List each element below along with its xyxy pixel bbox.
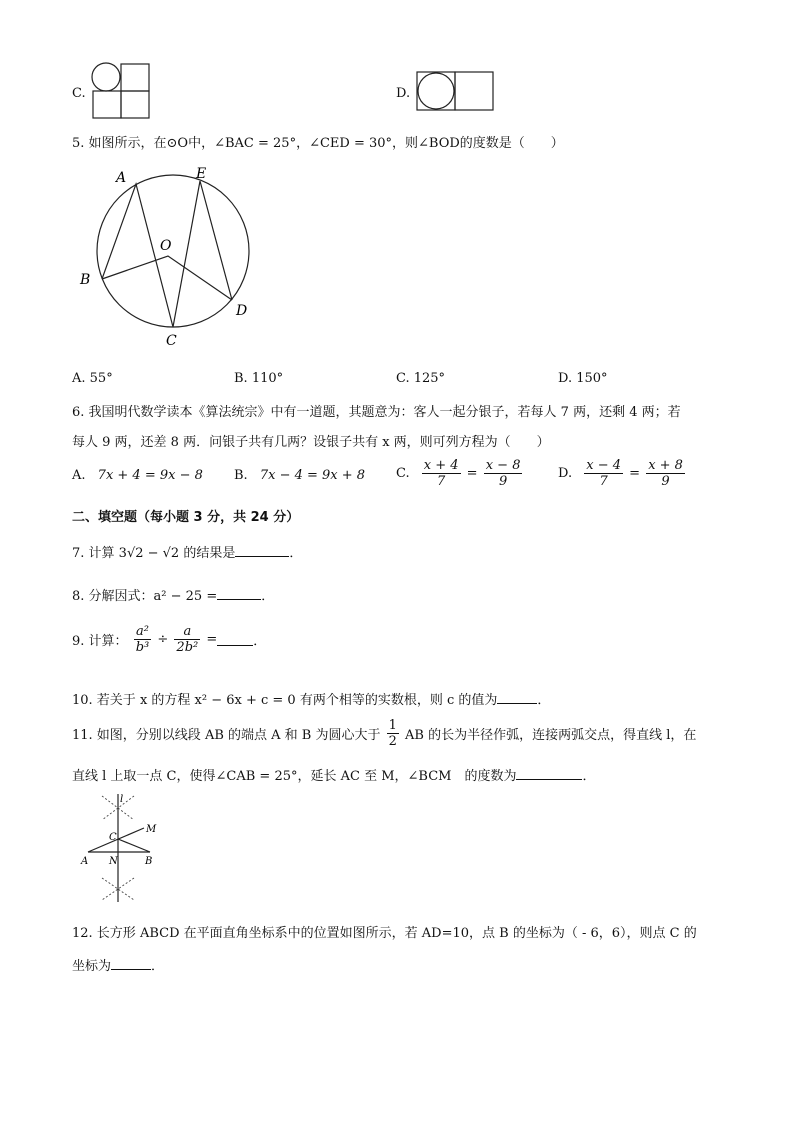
- q11-label-c: C: [109, 832, 117, 843]
- q11-line1: [72, 718, 696, 749]
- q4-option-c-figure: [90, 62, 152, 120]
- q11-half-fraction: [387, 718, 399, 749]
- q10: 10. 若关于 x 的方程 x² − 6x + c = 0 有两个相等的实数根，则 c 的值为 ．: [72, 693, 551, 708]
- q9: 9. 计算： $\frac{\text{a²}}{\text{b³}}$ ÷ $\frac{a}{\text{2b²}}$ = ．: [72, 624, 267, 655]
- q9-prefix: 9. 计算：: [72, 634, 128, 649]
- q11-half-num: 1: [388, 718, 397, 733]
- q10-answer-blank[interactable]: [497, 691, 537, 704]
- q9-fraction-1-den: b³: [135, 640, 150, 655]
- q6-option-c-right-den: 9: [498, 474, 508, 489]
- q5-label-c: C: [166, 333, 177, 349]
- q6-question-line1: 6. 我国明代数学读本《算法统宗》中有一道题，其题意为：客人一起分银子，若每人 7 两，还剩 4 两；若: [72, 405, 681, 420]
- q6-option-c-left-fraction: [422, 458, 461, 489]
- q6-option-d-left-den: 7: [599, 474, 608, 489]
- q12-line1: 12. 长方形 ABCD 在平面直角坐标系中的位置如图所示，若 AD=10，点 B 的坐标为（ - 6，6），则点 C 的: [72, 926, 697, 941]
- q11-line2-text: 直线 l 上取一点 C，使得∠CAB = 25°，延长 AC 至 M，∠BCM 的度数为: [72, 769, 517, 784]
- q5-label-e: E: [196, 166, 207, 182]
- q7: 7. 计算 3√2 − √2 的结果是 ．: [72, 546, 303, 561]
- q9-fraction-1: [134, 624, 152, 655]
- q11-answer-blank[interactable]: [516, 767, 582, 780]
- q4-option-d-label: D.: [396, 86, 411, 101]
- q4-option-d-figure: [415, 70, 497, 112]
- q11-half-den: 2: [388, 734, 397, 749]
- q9-answer-blank[interactable]: [217, 633, 253, 646]
- q6-option-c-left-num: x + 4: [423, 458, 459, 473]
- q5-option-b: B. 110°: [234, 371, 284, 386]
- q6-option-d-label: D.: [558, 466, 573, 481]
- q7-answer-blank[interactable]: [235, 544, 289, 557]
- q11-construction-figure: [72, 790, 182, 906]
- q6-question-line2: 每人 9 两，还差 8 两．问银子共有几两？设银子共有 x 两，则可列方程为（ ）: [72, 435, 550, 450]
- q11-label-m: M: [146, 824, 157, 835]
- q6-option-c-label: C.: [396, 466, 410, 481]
- q6-option-a-equation: 7x + 4 = 9x − 8: [97, 468, 203, 483]
- q9-equals: =: [206, 632, 218, 647]
- q5-label-d: D: [236, 303, 248, 319]
- q6-option-b-equation: 7x − 4 = 9x + 8: [259, 468, 366, 483]
- q9-fraction-2-num: a: [174, 624, 200, 640]
- q9-fraction-2-den: 2b²: [176, 640, 199, 655]
- q9-fraction-1-num: a²: [134, 624, 152, 640]
- q6-option-d-left-num: x − 4: [586, 458, 621, 473]
- q6-option-c-right-num: x − 8: [485, 458, 521, 473]
- q6-option-d-left-fraction: [584, 458, 623, 489]
- q11-line1-b: AB 的长为半径作弧，连接两弧交点，得直线 l，在: [405, 728, 697, 743]
- q6-option-a: [72, 468, 203, 483]
- q6-option-c-right-fraction: [484, 458, 523, 489]
- q11-label-n: N: [109, 856, 118, 867]
- q6-option-a-label: A.: [72, 468, 86, 483]
- q5-option-d: D. 150°: [558, 371, 608, 386]
- q5-label-b: B: [80, 272, 91, 288]
- q8: 8. 分解因式：a² − 25 = ．: [72, 589, 275, 604]
- q8-question: 8. 分解因式：a² − 25 =: [72, 589, 218, 604]
- q12-line2-text: 坐标为: [72, 959, 112, 974]
- q6-option-c: C. $\frac{x + 4}{7}$ = $\frac{x - 8}{9}$: [396, 458, 521, 489]
- q6-option-d-right-num: x + 8: [648, 458, 683, 473]
- q12-answer-blank[interactable]: [111, 957, 151, 970]
- q5-option-a: A. 55°: [72, 371, 113, 386]
- q5-circle-figure: [76, 164, 266, 350]
- q8-answer-blank[interactable]: [217, 587, 261, 600]
- q7-question: 7. 计算 3√2 − √2 的结果是: [72, 546, 236, 561]
- q6-option-d: D. $\frac{x - 4}{7}$ = $\frac{x + 8}{9}$: [558, 458, 683, 489]
- q11-label-b: B: [145, 856, 153, 867]
- q9-fraction-2: [174, 624, 200, 655]
- q5-label-a: A: [116, 170, 127, 186]
- q11-label-l: l: [120, 794, 124, 805]
- q9-operator: ÷: [157, 632, 169, 647]
- q5-question: 5. 如图所示，在⊙O中，∠BAC = 25°，∠CED = 30°，则∠BOD的度数是（ ）: [72, 136, 564, 151]
- q10-question: 10. 若关于 x 的方程 x² − 6x + c = 0 有两个相等的实数根，则 c 的值为: [72, 693, 498, 708]
- q11-line2: 直线 l 上取一点 C，使得∠CAB = 25°，延长 AC 至 M，∠BCM 的度数为 ．: [72, 769, 596, 784]
- section-2-title: 二、填空题（每小题 3 分，共 24 分）: [72, 510, 300, 525]
- q4-option-c-label: C.: [72, 86, 86, 101]
- q5-label-o: O: [160, 238, 172, 254]
- q6-option-b-label: B.: [234, 468, 248, 483]
- q6-option-d-right-den: 9: [661, 474, 670, 489]
- q6-option-c-left-den: 7: [437, 474, 446, 489]
- q11-line1-a: 11. 如图，分别以线段 AB 的端点 A 和 B 为圆心大于: [72, 728, 381, 743]
- q5-option-c: C. 125°: [396, 371, 446, 386]
- q6-option-d-right-fraction: [646, 458, 685, 489]
- q6-option-b: [234, 468, 365, 483]
- q11-label-a: A: [81, 856, 89, 867]
- q12-line2: 坐标为 ．: [72, 959, 165, 974]
